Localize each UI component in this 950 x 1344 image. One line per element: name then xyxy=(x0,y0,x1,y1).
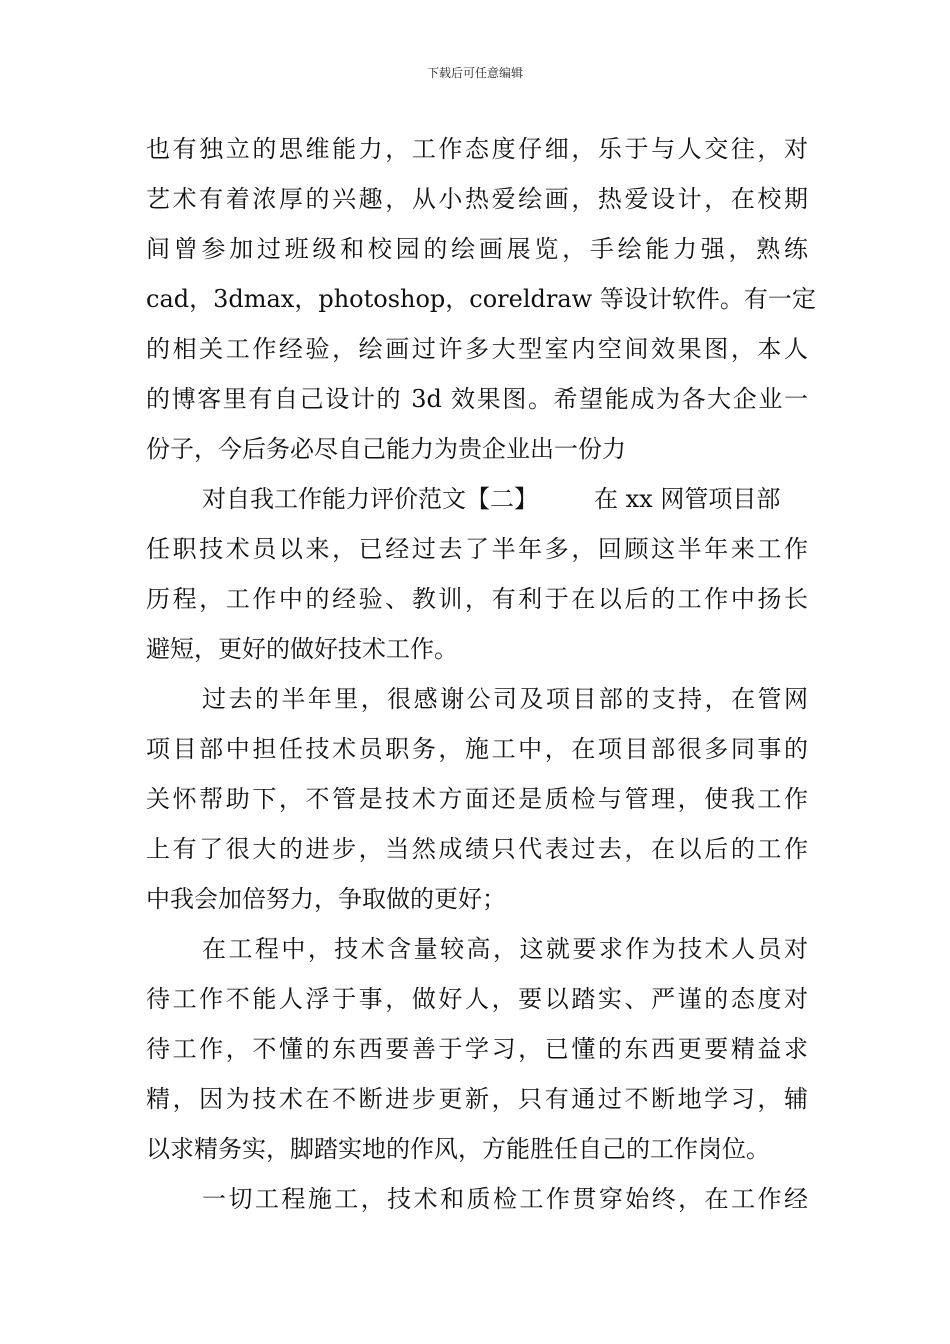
heading-tail: 在 xx 网管项目部 xyxy=(594,485,781,513)
paragraph-1 xyxy=(146,124,816,474)
text-line: 艺术有着浓厚的兴趣，从小热爱绘画，热爱设计，在校期 xyxy=(146,185,808,213)
text-line: 以求精务实，脚踏实地的作风，方能胜任自己的工作岗位。 xyxy=(146,1135,770,1163)
text-line: 关怀帮助下，不管是技术方面还是质检与管理，使我工作 xyxy=(146,785,808,813)
text-line: 的博客里有自己设计的 3d 效果图。希望能成为各大企业一 xyxy=(146,385,808,413)
text-line: 的相关工作经验，绘画过许多大型室内空间效果图，本人 xyxy=(146,335,808,363)
text-line: 过去的半年里，很感谢公司及项目部的支持，在管网 xyxy=(202,685,808,713)
text-line: 间曾参加过班级和校园的绘画展览，手绘能力强，熟练 xyxy=(146,235,808,263)
text-line: 精，因为技术在不断进步更新，只有通过不断地学习，辅 xyxy=(146,1085,808,1113)
paragraph-3 xyxy=(146,674,808,924)
page-header: 下载后可任意编辑 xyxy=(426,66,523,80)
text-line: 在工程中，技术含量较高，这就要求作为技术人员对 xyxy=(202,935,808,963)
text-line: 待工作不能人浮于事，做好人，要以踏实、严谨的态度对 xyxy=(146,985,808,1013)
text-line: 份子，今后务必尽自己能力为贵企业出一份力 xyxy=(146,435,626,463)
text-line: 避短，更好的做好技术工作。 xyxy=(146,635,458,663)
paragraph-4 xyxy=(146,924,808,1174)
section-heading: 对自我工作能力评价范文【二】 xyxy=(202,485,538,513)
text-line: 任职技术员以来，已经过去了半年多，回顾这半年来工作 xyxy=(146,535,808,563)
text-line: 历程，工作中的经验、教训，有利于在以后的工作中扬长 xyxy=(146,585,808,613)
text-line: 一切工程施工，技术和质检工作贯穿始终，在工作经 xyxy=(202,1185,808,1213)
text-line: 上有了很大的进步，当然成绩只代表过去，在以后的工作 xyxy=(146,835,808,863)
text-line: 项目部中担任技术员职务，施工中，在项目部很多同事的 xyxy=(146,735,808,763)
text-line: 也有独立的思维能力，工作态度仔细，乐于与人交往，对 xyxy=(146,135,808,163)
document-body xyxy=(146,124,816,1224)
text-line: cad，3dmax，photoshop，coreldraw 等设计软件。有一定 xyxy=(146,285,816,313)
heading-line xyxy=(146,474,808,524)
paragraph-2 xyxy=(146,474,808,674)
text-line: 待工作，不懂的东西要善于学习，已懂的东西更要精益求 xyxy=(146,1035,808,1063)
text-line: 中我会加倍努力，争取做的更好； xyxy=(146,885,506,913)
paragraph-5 xyxy=(146,1174,808,1224)
